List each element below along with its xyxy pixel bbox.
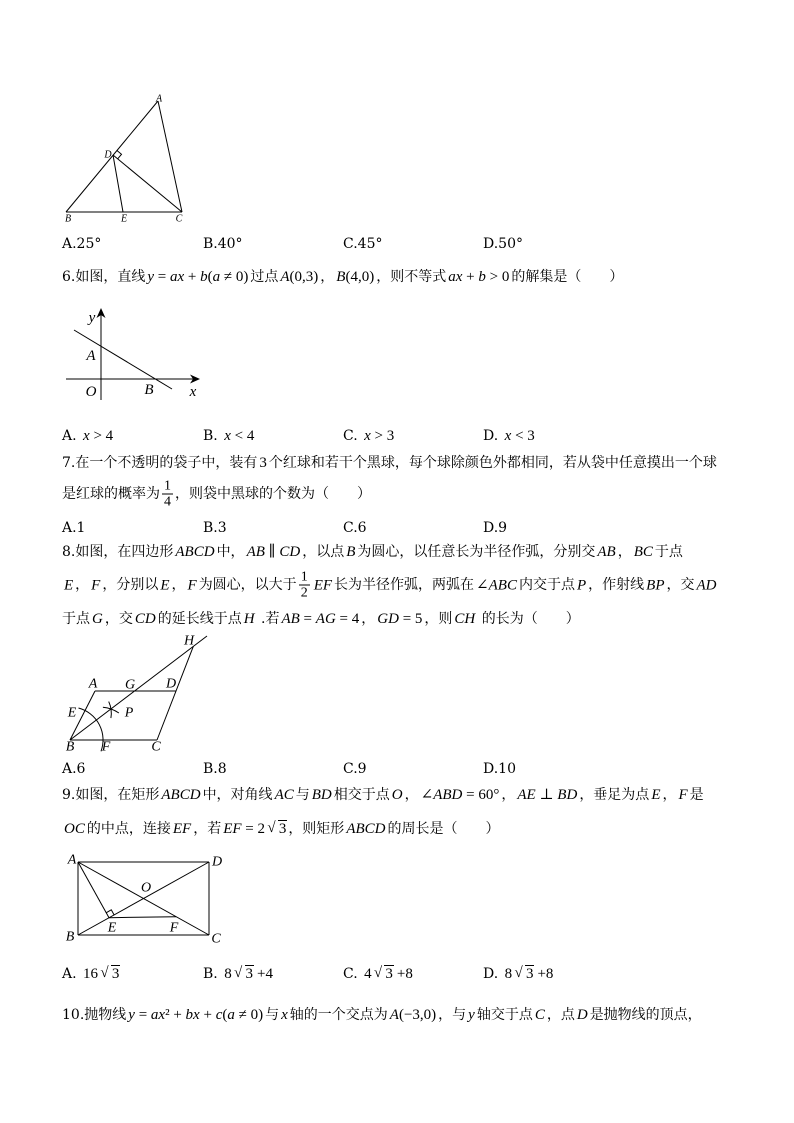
math-expression <box>171 821 193 837</box>
point-label-e: E <box>107 920 117 936</box>
math-expression <box>62 577 75 593</box>
math-variable: x <box>364 428 371 444</box>
point-label-b: B <box>144 382 154 398</box>
math-variable: P <box>576 577 587 593</box>
math-variable: C <box>193 544 204 560</box>
math-variable: G <box>377 611 389 627</box>
text-run: 的周长是（ ） <box>387 821 500 837</box>
q8-stem-line <box>62 609 580 629</box>
option-c <box>343 426 396 446</box>
square-root: √ 3 <box>245 965 255 982</box>
option-a <box>62 234 101 254</box>
math-variable: O <box>391 787 403 803</box>
point-label-b: B <box>65 929 75 945</box>
math-variable: x <box>193 1007 200 1023</box>
math-expression: +8 <box>537 966 554 982</box>
math-expression <box>90 611 105 627</box>
text-run: ，若 <box>193 821 222 837</box>
math-expression: A(−3,0) <box>389 1007 437 1023</box>
text-run: 8.如图，在四边形 <box>62 544 174 560</box>
text-run: A. <box>62 966 82 982</box>
math-variable: D <box>388 611 399 627</box>
segment-ab <box>66 101 158 212</box>
point-label-h: H <box>183 633 195 649</box>
text-run: C. <box>343 966 363 982</box>
math-variable: D <box>144 611 156 627</box>
square-root: √ 3 <box>525 965 535 982</box>
point-label-b: B <box>65 739 75 755</box>
math-variable: C <box>179 787 190 803</box>
point-label-g: G <box>124 677 136 693</box>
point-label-d: D <box>165 676 177 692</box>
fraction-numerator: 1 <box>300 569 308 585</box>
text-run: 于点 <box>654 544 683 560</box>
arc-ef <box>79 708 104 751</box>
text-run: C.6 <box>343 520 367 536</box>
math-variable: A <box>281 611 291 627</box>
q7-stem-line <box>62 479 371 510</box>
math-expression: ax + b > 0 <box>448 269 510 285</box>
q6-stem-line <box>62 267 623 287</box>
math-variable: x <box>504 428 512 444</box>
text-run: ，点 <box>546 1007 575 1023</box>
text-run: D.10 <box>483 761 516 777</box>
math-variable: b <box>478 269 486 285</box>
math-variable: B <box>184 544 194 560</box>
math-expression <box>649 787 662 803</box>
math-variable: x <box>83 428 90 444</box>
math-variable: A <box>389 1007 399 1023</box>
math-expression: ∠ABD = 60° <box>420 787 500 803</box>
math-expression <box>310 787 334 803</box>
fraction-numerator: 1 <box>164 478 171 494</box>
math-expression <box>173 544 216 560</box>
text-run: 10.抛物线 <box>62 1007 127 1023</box>
text-run: 9.如图，在矩形 <box>62 787 160 803</box>
option-b <box>203 518 227 538</box>
math-expression <box>390 787 405 803</box>
math-variable: B <box>442 787 452 803</box>
math-expression: x > 3 <box>364 428 395 444</box>
point-label-b: B <box>64 213 72 225</box>
math-expression: 8 <box>504 966 513 982</box>
q8-stem-line <box>62 570 719 601</box>
text-run: ，则不等式 <box>376 269 447 285</box>
text-run: D. <box>483 428 503 444</box>
math-expression <box>694 577 718 593</box>
point-label-a: A <box>88 676 98 692</box>
math-variable: A <box>696 577 706 593</box>
math-expression <box>575 1007 590 1023</box>
text-run: 为圆心，以大于 <box>198 577 297 593</box>
math-variable: A <box>488 577 498 593</box>
math-variable: E <box>223 821 233 837</box>
text-run: ，则 <box>424 611 453 627</box>
math-variable: D <box>289 544 301 560</box>
math-variable: F <box>187 577 197 593</box>
math-expression: 3 <box>259 455 267 471</box>
text-run: C.45° <box>343 236 383 252</box>
text-run: B.3 <box>203 520 227 536</box>
math-variable: B <box>646 577 656 593</box>
math-variable: D <box>705 577 717 593</box>
math-variable: B <box>557 787 567 803</box>
text-run: 是抛物线的顶点， <box>589 1007 702 1023</box>
text-run: 与 <box>295 787 310 803</box>
square-root: √ 3 <box>278 820 288 837</box>
math-variable: A <box>315 611 325 627</box>
math-variable: B <box>346 544 356 560</box>
text-run: ，交 <box>104 611 133 627</box>
math-variable: C <box>74 821 85 837</box>
math-variable: B <box>355 821 365 837</box>
math-variable: D <box>566 787 578 803</box>
square-root: √ 3 <box>111 965 121 982</box>
math-expression: GD = 5 <box>377 611 423 627</box>
math-expression <box>344 544 357 560</box>
math-expression: ∠ABC <box>476 577 517 593</box>
option-d <box>483 518 507 538</box>
option-a <box>62 518 85 538</box>
math-variable: E <box>160 577 170 593</box>
math-expression <box>644 577 666 593</box>
math-variable: B <box>633 544 643 560</box>
text-run: ，交 <box>666 577 695 593</box>
math-variable: G <box>92 611 103 627</box>
math-expression <box>279 1007 290 1023</box>
math-variable: A <box>346 821 356 837</box>
math-variable: E <box>526 787 536 803</box>
option-b <box>203 759 227 779</box>
q7-stem-line <box>62 453 717 473</box>
math-variable: O <box>64 821 75 837</box>
option-d <box>483 759 516 779</box>
math-variable: D <box>374 821 386 837</box>
math-variable: G <box>324 611 336 627</box>
math-variable: C <box>454 611 465 627</box>
text-run: D.50° <box>483 236 523 252</box>
q6-coordinate-figure <box>66 308 200 400</box>
math-variable: a <box>212 269 221 285</box>
math-expression <box>676 787 689 803</box>
axis-label-y: y <box>88 310 96 326</box>
point-label-a: A <box>155 93 163 105</box>
math-variable: A <box>433 787 443 803</box>
math-expression <box>273 787 296 803</box>
math-variable: F <box>91 577 101 593</box>
math-variable: D <box>203 544 215 560</box>
q8-quadrilateral-figure <box>66 634 207 755</box>
math-variable: a <box>150 1007 159 1023</box>
text-run: ， <box>662 787 677 803</box>
math-variable: H <box>243 611 255 627</box>
segment-de <box>113 155 123 212</box>
text-run: 是红球的概率为 <box>62 486 160 502</box>
math-variable: b <box>185 1007 194 1023</box>
math-expression <box>632 544 655 560</box>
math-expression <box>133 611 158 627</box>
option-c <box>343 518 367 538</box>
text-run: D. <box>483 966 503 982</box>
math-variable: c <box>215 1007 223 1023</box>
text-run: ， <box>75 577 90 593</box>
text-run: ， <box>617 544 632 560</box>
math-variable: E <box>313 577 323 593</box>
math-expression <box>186 577 199 593</box>
math-expression: x < 3 <box>504 428 535 444</box>
math-variable: C <box>279 544 290 560</box>
point-label-c: C <box>211 931 221 947</box>
math-variable: C <box>134 611 145 627</box>
math-variable: B <box>255 544 265 560</box>
text-run: 的延长线于点 <box>157 611 242 627</box>
text-run: ，则袋中黑球的个数为（ ） <box>175 486 371 502</box>
math-variable: D <box>451 787 463 803</box>
option-c <box>343 234 382 254</box>
math-variable: x <box>177 269 185 285</box>
math-expression: +8 <box>396 966 413 982</box>
option-a <box>62 759 85 779</box>
math-expression: 4 <box>364 966 372 982</box>
text-run: 长为半径作弧，两弧在 <box>334 577 475 593</box>
point-label-d: D <box>211 854 223 870</box>
text-run: ， <box>404 787 419 803</box>
square-root: √ 3 <box>384 965 394 982</box>
text-run: 相交于点 <box>333 787 390 803</box>
text-run: 个红球和若干个黑球，每个球除颜色外都相同，若从袋中任意摸出一个球 <box>268 455 717 471</box>
math-variable: C <box>534 1007 545 1023</box>
math-variable: A <box>280 269 290 285</box>
text-run: B.40° <box>203 236 243 252</box>
text-run: 的解集是（ ） <box>511 269 624 285</box>
math-variable: B <box>170 787 180 803</box>
text-run: 过点 <box>250 269 279 285</box>
math-variable: C <box>506 577 517 593</box>
text-run: 中， <box>216 544 245 560</box>
math-expression: B(4,0) <box>336 269 375 285</box>
fraction <box>299 570 310 601</box>
q9-stem-line <box>62 785 704 805</box>
text-run: ， <box>171 577 186 593</box>
point-label-e: E <box>67 705 77 721</box>
option-d <box>483 234 523 254</box>
q8-stem-line <box>62 542 683 562</box>
option-b <box>203 234 243 254</box>
math-expression <box>466 1007 477 1023</box>
math-expression: x > 4 <box>83 428 114 444</box>
segment-ef <box>109 917 176 918</box>
point-label-c: C <box>175 213 183 225</box>
math-variable: D <box>189 787 201 803</box>
option-a <box>62 964 121 984</box>
option-a <box>62 426 115 446</box>
math-expression <box>595 544 617 560</box>
math-variable: C <box>364 821 375 837</box>
math-expression <box>242 611 257 627</box>
q5-triangle-figure <box>65 94 183 225</box>
text-run: 轴的一个交点为 <box>289 1007 388 1023</box>
text-run: 的中点，连接 <box>86 821 171 837</box>
math-variable: E <box>172 821 183 837</box>
point-label-f: F <box>101 739 111 755</box>
text-run: 是 <box>689 787 704 803</box>
math-variable: C <box>642 544 653 560</box>
math-variable: C <box>283 787 294 803</box>
text-run: ， <box>501 787 516 803</box>
q9-rectangle-figure <box>66 853 222 947</box>
math-expression <box>533 1007 547 1023</box>
math-variable: A <box>175 544 185 560</box>
text-run: 于点 <box>62 611 90 627</box>
math-variable: P <box>655 577 665 593</box>
option-b <box>203 426 256 446</box>
text-run: 7.在一个不透明的袋子中，装有 <box>62 455 258 471</box>
text-run: 为圆心，以任意长为半径作弧，分别交 <box>357 544 596 560</box>
point-label-c: C <box>151 739 161 755</box>
text-run: ，与 <box>438 1007 467 1023</box>
math-expression: AB ∥ CD <box>246 544 301 560</box>
math-expression: 16 <box>83 966 99 982</box>
text-run: 与 <box>265 1007 280 1023</box>
text-run: D.9 <box>483 520 508 536</box>
math-variable: a <box>170 269 178 285</box>
text-run: A.25° <box>62 236 102 252</box>
math-variable: A <box>161 787 171 803</box>
math-variable: B <box>497 577 507 593</box>
point-label-a: A <box>86 348 96 364</box>
text-run: B.8 <box>203 761 227 777</box>
fraction-denominator: 4 <box>164 494 171 510</box>
text-run: B. <box>203 966 223 982</box>
option-c <box>343 964 415 984</box>
math-expression: AB = AG = 4 <box>281 611 360 627</box>
right-angle-mark <box>117 150 122 159</box>
text-run: ，分别以 <box>102 577 159 593</box>
text-run: A.1 <box>62 520 86 536</box>
text-run: 轴交于点 <box>476 1007 533 1023</box>
math-variable: F <box>322 577 333 593</box>
point-label-o: O <box>140 880 152 896</box>
math-expression <box>158 577 171 593</box>
text-run: ， <box>320 269 335 285</box>
math-variable: x <box>455 269 463 285</box>
math-variable: B <box>311 787 321 803</box>
math-expression <box>344 821 387 837</box>
math-expression <box>89 577 102 593</box>
text-run: ， <box>361 611 376 627</box>
text-run: .若 <box>256 611 280 627</box>
math-variable: E <box>64 577 74 593</box>
text-run: C.9 <box>343 761 367 777</box>
math-variable: A <box>517 787 527 803</box>
math-expression <box>452 611 477 627</box>
math-expression: +4 <box>257 966 273 982</box>
math-expression <box>62 821 87 837</box>
text-run: A.6 <box>62 761 86 777</box>
math-variable: a <box>227 1007 235 1023</box>
math-variable: E <box>651 787 661 803</box>
text-run: 6.如图，直线 <box>62 269 146 285</box>
math-expression: EF = 2 <box>223 821 266 837</box>
text-run: ，则矩形 <box>288 821 345 837</box>
math-variable: x <box>158 1007 166 1023</box>
math-variable: y <box>147 269 155 285</box>
math-variable: F <box>678 787 688 803</box>
math-expression: A(0,3) <box>280 269 319 285</box>
axis-label-x: x <box>189 384 197 400</box>
math-variable: D <box>576 1007 588 1023</box>
origin-label-o: O <box>85 384 97 400</box>
math-variable: B <box>290 611 300 627</box>
math-expression: AE ⊥ BD <box>517 787 578 803</box>
text-run: ，作射线 <box>588 577 645 593</box>
point-label-p: P <box>124 705 134 721</box>
option-b <box>203 964 275 984</box>
text-run: 的长为（ ） <box>477 611 580 627</box>
text-run: B. <box>203 428 223 444</box>
q10-stem-line <box>62 1005 702 1025</box>
math-variable: A <box>597 544 607 560</box>
point-label-f: F <box>169 920 179 936</box>
text-run: ，垂足为点 <box>579 787 650 803</box>
math-variable: x <box>224 428 231 444</box>
math-expression <box>575 577 588 593</box>
point-label-a: A <box>67 852 77 868</box>
math-variable: x <box>281 1007 288 1023</box>
math-variable: b <box>200 269 208 285</box>
math-expression: y = ax² + bx + c(a ≠ 0) <box>128 1007 264 1023</box>
option-d <box>483 964 555 984</box>
q9-stem-line <box>62 819 500 839</box>
math-variable: y <box>468 1007 475 1023</box>
math-variable: F <box>232 821 242 837</box>
option-c <box>343 759 367 779</box>
math-expression: 8 <box>224 966 232 982</box>
fraction <box>162 479 173 510</box>
option-d <box>483 426 537 446</box>
math-expression: y = ax + b(a ≠ 0) <box>147 269 249 285</box>
math-expression <box>159 787 202 803</box>
math-variable: y <box>128 1007 135 1023</box>
math-variable: F <box>182 821 192 837</box>
text-run: C. <box>343 428 363 444</box>
math-expression: x < 4 <box>224 428 255 444</box>
math-variable: a <box>448 269 456 285</box>
text-run: ，以点 <box>302 544 345 560</box>
text-run: 中，对角线 <box>202 787 273 803</box>
math-variable: A <box>274 787 284 803</box>
math-variable: A <box>246 544 256 560</box>
math-variable: H <box>464 611 476 627</box>
fraction-denominator: 2 <box>300 585 308 601</box>
point-label-d: D <box>104 149 112 161</box>
math-variable: D <box>320 787 332 803</box>
text-run: A. <box>62 428 82 444</box>
math-expression <box>312 577 334 593</box>
point-label-e: E <box>120 213 128 225</box>
text-run: 内交于点 <box>518 577 575 593</box>
math-variable: B <box>606 544 616 560</box>
math-variable: B <box>336 269 346 285</box>
